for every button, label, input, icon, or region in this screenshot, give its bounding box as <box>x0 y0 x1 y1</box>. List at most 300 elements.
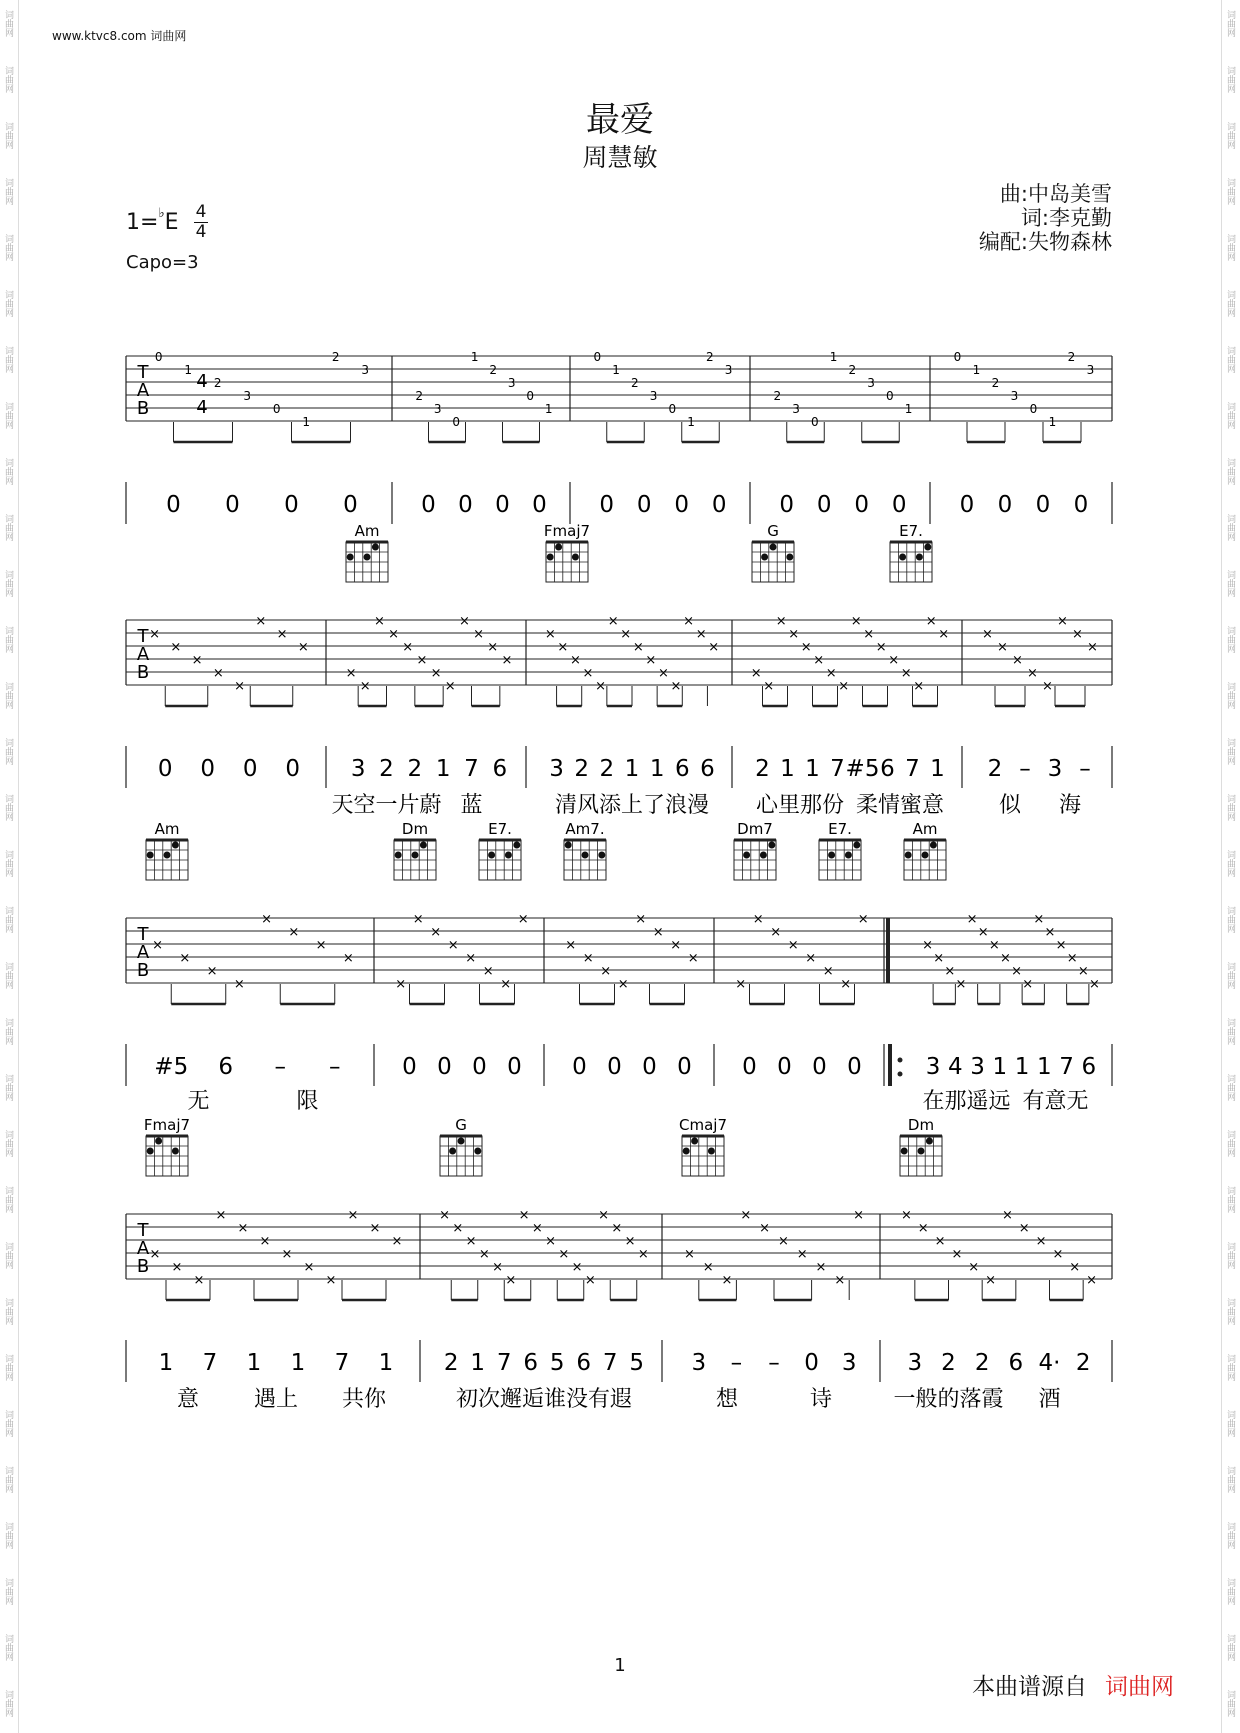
tab-clef-letter: A <box>136 1238 150 1259</box>
tab-fret-number: 0 <box>452 415 461 429</box>
jianpu-note: 6 <box>1081 1054 1097 1080</box>
tab-fret-number: 0 <box>953 350 962 364</box>
jianpu-note: 0 <box>854 492 870 518</box>
chord-finger-dot <box>761 554 768 561</box>
watermark-text: 词曲网 <box>1225 738 1235 765</box>
jianpu-note: 2 <box>599 756 615 782</box>
watermark-text: 词曲网 <box>1225 1186 1235 1213</box>
watermark-text: 词曲网 <box>1225 1522 1235 1549</box>
watermark-text: 词曲网 <box>1225 458 1235 485</box>
jianpu-note: 0 <box>532 492 547 518</box>
chord-finger-dot <box>155 1138 162 1145</box>
chord-name: E7. <box>828 820 852 838</box>
tab-strum-x: × <box>569 653 581 668</box>
credit-composer: 曲:中岛美雪 <box>999 182 1112 206</box>
tab-strum-x: × <box>212 666 224 681</box>
source-site-link[interactable]: 词曲网 <box>1105 1674 1174 1700</box>
tab-fret-number: 3 <box>507 376 516 390</box>
tab-strum-x: × <box>735 977 747 992</box>
tab-strum-x: × <box>857 912 869 927</box>
chord-name: E7. <box>899 522 923 540</box>
watermark-text: 词曲网 <box>3 850 13 877</box>
repeat-dot <box>898 1072 903 1077</box>
flat-sign: ♭ <box>158 206 165 221</box>
chord-name: Dm <box>907 1116 935 1134</box>
tab-fret-number: 3 <box>361 363 370 377</box>
tab-strum-x: × <box>834 1273 846 1288</box>
tab-strum-x: × <box>595 679 607 694</box>
tab-strum-x: × <box>721 1273 733 1288</box>
tab-strum-x: × <box>637 1247 649 1262</box>
jianpu-note: 0 <box>343 492 358 518</box>
tab-strum-x: × <box>439 1208 451 1223</box>
chord-finger-dot <box>916 554 923 561</box>
tab-strum-x: × <box>740 1208 752 1223</box>
lyric-text: 心里那份 <box>755 793 845 818</box>
jianpu-note: 0 <box>636 492 652 518</box>
tab-strum-x: × <box>775 614 787 629</box>
chord-name: Am <box>154 820 180 838</box>
chord-finger-dot <box>458 1138 465 1145</box>
lyric-text: 诗 <box>809 1387 833 1412</box>
tab-strum-x: × <box>944 964 956 979</box>
jianpu-note: 0 <box>284 492 299 518</box>
tab-fret-number: 2 <box>213 376 222 390</box>
jianpu-note: 6 <box>492 756 508 782</box>
jianpu-note: 0 <box>779 492 795 518</box>
tab-strum-x: × <box>395 977 407 992</box>
tab-strum-x: × <box>933 951 945 966</box>
chord-name: G <box>767 522 779 540</box>
tab-strum-x: × <box>544 627 556 642</box>
tab-strum-x: × <box>288 925 300 940</box>
tab-strum-x: × <box>1057 614 1068 629</box>
repeat-dot <box>898 1058 903 1063</box>
tab-strum-x: × <box>652 925 664 940</box>
watermark-text: 词曲网 <box>1225 66 1235 93</box>
tab-fret-number: 0 <box>1029 402 1038 416</box>
tab-strum-x: × <box>1035 1234 1047 1249</box>
tab-fret-number: 2 <box>773 389 782 403</box>
watermark-text: 词曲网 <box>1225 514 1235 541</box>
jianpu-note: 0 <box>157 756 173 782</box>
tab-strum-x: × <box>825 666 837 681</box>
chord-name: Dm <box>401 820 429 838</box>
watermark-text: 词曲网 <box>1225 1354 1235 1381</box>
watermark-text: 词曲网 <box>1225 1634 1235 1661</box>
tab-fret-number: 2 <box>706 350 714 364</box>
tab-strum-x: × <box>850 614 862 629</box>
jianpu-note: 6 <box>880 756 895 782</box>
watermark-text: 词曲网 <box>3 10 13 37</box>
tab-fret-number: 0 <box>154 350 163 364</box>
time-sig-top: 4 <box>195 202 207 222</box>
tab-fret-number: 3 <box>1010 389 1019 403</box>
tab-strum-x: × <box>1042 679 1053 694</box>
site-url[interactable]: www.ktvc8.com 词曲网 <box>52 29 187 43</box>
tab-strum-x: × <box>934 1234 946 1249</box>
tab-strum-x: × <box>193 1273 205 1288</box>
lyric-text: 一般的落霞 <box>893 1387 1004 1412</box>
tab-strum-x: × <box>670 679 682 694</box>
jianpu-note: 2 <box>379 756 394 782</box>
tab-strum-x: × <box>695 627 707 642</box>
tab-fret-number: 1 <box>612 363 620 377</box>
tab-strum-x: × <box>611 1221 623 1236</box>
jianpu-note: 0 <box>402 1054 417 1080</box>
tab-time-sig: 4 <box>196 371 208 392</box>
watermark-text: 词曲网 <box>1225 1298 1235 1325</box>
tab-fret-number: 1 <box>904 402 913 416</box>
tab-strum-x: × <box>261 912 273 927</box>
tab-strum-x: × <box>770 925 782 940</box>
chord-finger-dot <box>364 554 371 561</box>
tab-strum-x: × <box>687 951 699 966</box>
watermark-text: 词曲网 <box>1225 1578 1235 1605</box>
lyric-text: 有意无 <box>1022 1089 1089 1114</box>
tab-strum-x: × <box>1018 1221 1030 1236</box>
tab-strum-x: × <box>412 912 424 927</box>
jianpu-note: 6 <box>1008 1350 1024 1376</box>
tab-strum-x: × <box>373 614 385 629</box>
jianpu-note: 1 <box>290 1350 306 1376</box>
jianpu-note: 0 <box>997 492 1013 518</box>
tab-strum-x: × <box>388 627 400 642</box>
watermark-text: 词曲网 <box>1225 402 1235 429</box>
tab-strum-x: × <box>875 640 887 655</box>
chord-finger-dot <box>922 852 929 859</box>
jianpu-note: 0 <box>421 492 436 518</box>
lyric-text: 初次邂逅谁没有遐 <box>455 1387 633 1412</box>
tab-strum-x: × <box>501 653 513 668</box>
watermark-text: 词曲网 <box>3 1466 13 1493</box>
tab-fret-number: 2 <box>1067 350 1076 364</box>
tab-strum-x: × <box>999 951 1011 966</box>
tab-strum-x: × <box>584 1273 596 1288</box>
tab-strum-x: × <box>683 614 695 629</box>
tab-strum-x: × <box>635 912 647 927</box>
jianpu-note: 0 <box>891 492 907 518</box>
watermark-text: 词曲网 <box>1225 1074 1235 1101</box>
tab-clef-letter: A <box>136 942 150 963</box>
lyric-text: 清风添上了浪漫 <box>554 793 710 818</box>
tab-strum-x: × <box>1069 1260 1081 1275</box>
tab-strum-x: × <box>297 640 309 655</box>
tab-strum-x: × <box>345 666 357 681</box>
watermark-text: 词曲网 <box>3 1522 13 1549</box>
jianpu-note: 7 <box>464 756 479 782</box>
watermark-text: 词曲网 <box>1225 234 1235 261</box>
tab-strum-x: × <box>838 679 850 694</box>
watermark-text: 词曲网 <box>3 178 13 205</box>
jianpu-note: 0 <box>1073 492 1089 518</box>
watermark-text: 词曲网 <box>1225 962 1235 989</box>
tab-strum-x: × <box>518 1208 530 1223</box>
tab-strum-x: × <box>558 1247 570 1262</box>
chord-finger-dot <box>474 1148 481 1155</box>
jianpu-note: 0 <box>285 756 301 782</box>
tab-fret-number: 3 <box>433 402 442 416</box>
tab-fret-number: 1 <box>687 415 695 429</box>
tab-strum-x: × <box>234 679 246 694</box>
watermark-text: 词曲网 <box>3 1130 13 1157</box>
tab-strum-x: × <box>482 964 494 979</box>
tab-strum-x: × <box>492 1260 504 1275</box>
tab-strum-x: × <box>1022 977 1034 992</box>
tab-strum-x: × <box>982 627 993 642</box>
tab-fret-number: 3 <box>792 402 800 416</box>
jianpu-note: 7 <box>602 1350 618 1376</box>
jianpu-note: 0 <box>458 492 473 518</box>
chord-finger-dot <box>924 544 931 551</box>
jianpu-note: 1 <box>1014 1054 1030 1080</box>
watermark-text: 词曲网 <box>3 1018 13 1045</box>
jianpu-note: 1 <box>780 756 795 782</box>
tab-strum-x: × <box>900 1208 912 1223</box>
jianpu-note: 0 <box>507 1054 522 1080</box>
chord-finger-dot <box>565 842 572 849</box>
chord-name: Am <box>912 820 938 838</box>
chord-finger-dot <box>412 852 419 859</box>
jianpu-note: 4· <box>1038 1350 1061 1376</box>
tab-strum-x: × <box>1088 977 1100 992</box>
tab-strum-x: × <box>988 938 1000 953</box>
chord-finger-dot <box>347 554 354 561</box>
key-note: E <box>164 210 179 235</box>
source-credit <box>972 1668 1174 1701</box>
tab-strum-x: × <box>787 938 799 953</box>
jianpu-note: 3 <box>907 1350 923 1376</box>
watermark-text: 词曲网 <box>3 1578 13 1605</box>
lyric-text: 蓝 <box>460 793 483 818</box>
jianpu-note: 0 <box>642 1054 657 1080</box>
tab-strum-x: × <box>977 925 989 940</box>
chord-name: Am7. <box>565 820 605 838</box>
watermark-text: 词曲网 <box>3 514 13 541</box>
tab-strum-x: × <box>805 951 817 966</box>
watermark-text: 词曲网 <box>1225 10 1235 37</box>
tab-strum-x: × <box>430 666 442 681</box>
tab-strum-x: × <box>822 964 834 979</box>
tab-strum-x: × <box>1001 1208 1013 1223</box>
chord-finger-dot <box>691 1138 698 1145</box>
chord-finger-dot <box>845 852 852 859</box>
tab-strum-x: × <box>505 1273 517 1288</box>
watermark-text: 词曲网 <box>3 234 13 261</box>
tab-strum-x: × <box>149 1247 161 1262</box>
jianpu-note: 5 <box>549 1350 565 1376</box>
jianpu-note: 0 <box>959 492 975 518</box>
jianpu-note: 6 <box>700 756 715 782</box>
watermark-text: 词曲网 <box>3 682 13 709</box>
tab-clef-letter: B <box>136 398 150 419</box>
watermark-text: 词曲网 <box>3 402 13 429</box>
song-title: 最爱 <box>586 100 654 140</box>
tab-strum-x: × <box>607 614 619 629</box>
tab-strum-x: × <box>750 666 762 681</box>
watermark-text: 词曲网 <box>1225 1130 1235 1157</box>
watermark-text: 词曲网 <box>3 1186 13 1213</box>
tab-strum-x: × <box>281 1247 293 1262</box>
tab-strum-x: × <box>913 679 925 694</box>
jianpu-note: 5 <box>629 1350 645 1376</box>
key-prefix: 1= <box>126 210 159 235</box>
jianpu-note: 1 <box>470 1350 486 1376</box>
lyric-text: 天空一片蔚 <box>331 793 442 818</box>
tab-strum-x: × <box>1011 964 1023 979</box>
watermark-text: 词曲网 <box>3 66 13 93</box>
jianpu-note: 3 <box>691 1350 707 1376</box>
tab-strum-x: × <box>1052 1247 1064 1262</box>
tab-strum-x: × <box>582 666 594 681</box>
chord-finger-dot <box>930 842 937 849</box>
jianpu-note: 3 <box>1047 756 1063 782</box>
tab-clef-letter: A <box>136 644 150 665</box>
chord-finger-dot <box>395 852 402 859</box>
jianpu-note: 1 <box>930 756 945 782</box>
jianpu-note: 0 <box>742 1054 757 1080</box>
tab-strum-x: × <box>303 1260 315 1275</box>
tab-strum-x: × <box>430 925 442 940</box>
chord-finger-dot <box>743 852 750 859</box>
jianpu-note: 0 <box>242 756 258 782</box>
tab-strum-x: × <box>917 1221 929 1236</box>
tab-strum-x: × <box>444 679 456 694</box>
tab-strum-x: × <box>276 627 288 642</box>
tab-strum-x: × <box>1066 951 1078 966</box>
tab-strum-x: × <box>478 1247 490 1262</box>
jianpu-note: 2 <box>987 756 1003 782</box>
chord-name: G <box>455 1116 467 1134</box>
tab-fret-number: 3 <box>867 376 875 390</box>
tab-strum-x: × <box>1086 1273 1098 1288</box>
jianpu-note: 0 <box>572 1054 587 1080</box>
lyric-text: 限 <box>296 1089 319 1114</box>
tab-strum-x: × <box>951 1247 963 1262</box>
jianpu-note: 6 <box>218 1054 234 1080</box>
chord-finger-dot <box>172 1148 179 1155</box>
jianpu-note: 6 <box>576 1350 592 1376</box>
tab-strum-x: × <box>531 1221 543 1236</box>
tab-clef-letter: B <box>136 1256 150 1277</box>
tab-clef-letter: T <box>137 1220 149 1241</box>
watermark-text: 词曲网 <box>3 1298 13 1325</box>
credit-arranger: 编配:失物森林 <box>978 230 1112 254</box>
jianpu-note: 0 <box>847 1054 862 1080</box>
lyric-text: 酒 <box>1038 1387 1061 1412</box>
watermark-text: 词曲网 <box>3 570 13 597</box>
watermark-text: 词曲网 <box>3 346 13 373</box>
watermark-text: 词曲网 <box>1225 794 1235 821</box>
jianpu-note: – <box>730 1350 743 1376</box>
chord-finger-dot <box>420 842 427 849</box>
tab-strum-x: × <box>171 1260 183 1275</box>
tab-clef-letter: T <box>137 626 149 647</box>
tab-strum-x: × <box>863 627 875 642</box>
jianpu-note: – <box>329 1054 341 1080</box>
tab-strum-x: × <box>179 951 191 966</box>
tab-strum-x: × <box>955 977 967 992</box>
watermark-text: 词曲网 <box>1225 1690 1235 1717</box>
watermark-text: 词曲网 <box>1225 682 1235 709</box>
tab-fret-number: 0 <box>886 389 894 403</box>
chord-finger-dot <box>164 852 171 859</box>
tab-strum-x: × <box>452 1221 464 1236</box>
tab-strum-x: × <box>620 627 632 642</box>
tab-strum-x: × <box>152 938 164 953</box>
tab-strum-x: × <box>465 951 477 966</box>
chord-finger-dot <box>786 554 793 561</box>
chord-finger-dot <box>449 1148 456 1155</box>
chord-finger-dot <box>918 1148 925 1155</box>
jianpu-note: #5 <box>154 1054 189 1080</box>
lyric-text: 无 <box>187 1089 210 1114</box>
watermark-text: 词曲网 <box>1225 626 1235 653</box>
watermark-text: 词曲网 <box>1225 570 1235 597</box>
chord-finger-dot <box>708 1148 715 1155</box>
tab-strum-x: × <box>788 627 800 642</box>
jianpu-note: 0 <box>607 1054 622 1080</box>
jianpu-note: 0 <box>804 1350 819 1376</box>
watermark-text: 词曲网 <box>3 794 13 821</box>
tab-strum-x: × <box>458 614 470 629</box>
tab-strum-x: × <box>925 614 937 629</box>
watermark-text: 词曲网 <box>1225 906 1235 933</box>
tab-strum-x: × <box>557 640 569 655</box>
jianpu-note: 1 <box>158 1350 174 1376</box>
tab-fret-number: 1 <box>470 350 479 364</box>
tab-fret-number: 0 <box>668 402 677 416</box>
tab-fret-number: 1 <box>184 363 193 377</box>
tab-strum-x: × <box>1077 964 1089 979</box>
chord-finger-dot <box>488 852 495 859</box>
jianpu-note: 1 <box>649 756 665 782</box>
tab-strum-x: × <box>966 912 978 927</box>
jianpu-note: 0 <box>166 492 181 518</box>
watermark-text: 词曲网 <box>1225 1018 1235 1045</box>
jianpu-note: 0 <box>225 492 240 518</box>
lyric-text: 海 <box>1058 793 1082 818</box>
tab-strum-x: × <box>255 614 267 629</box>
tab-strum-x: × <box>1055 938 1067 953</box>
jianpu-note: 1 <box>246 1350 262 1376</box>
tab-strum-x: × <box>545 1234 557 1249</box>
tab-strum-x: × <box>402 640 414 655</box>
chord-finger-dot <box>513 842 520 849</box>
jianpu-note: 7 <box>1059 1054 1074 1080</box>
tab-strum-x: × <box>473 627 485 642</box>
watermark-text: 词曲网 <box>3 122 13 149</box>
chord-finger-dot <box>555 544 562 551</box>
tab-strum-x: × <box>347 1208 359 1223</box>
tab-strum-x: × <box>215 1208 227 1223</box>
jianpu-note: 2 <box>755 756 770 782</box>
chord-finger-dot <box>505 852 512 859</box>
jianpu-note: 1 <box>992 1054 1008 1080</box>
jianpu-note: 0 <box>674 492 690 518</box>
tab-strum-x: × <box>571 1260 583 1275</box>
chord-name: Am <box>354 522 380 540</box>
tab-fret-number: 1 <box>1048 415 1057 429</box>
tab-strum-x: × <box>259 1234 271 1249</box>
tab-strum-x: × <box>759 1221 771 1236</box>
tab-strum-x: × <box>657 666 669 681</box>
tab-strum-x: × <box>683 1247 695 1262</box>
tab-strum-x: × <box>938 627 950 642</box>
tab-strum-x: × <box>702 1260 714 1275</box>
source-credit-text: 本曲谱源自 <box>972 1674 1087 1700</box>
jianpu-note: 1 <box>805 756 820 782</box>
